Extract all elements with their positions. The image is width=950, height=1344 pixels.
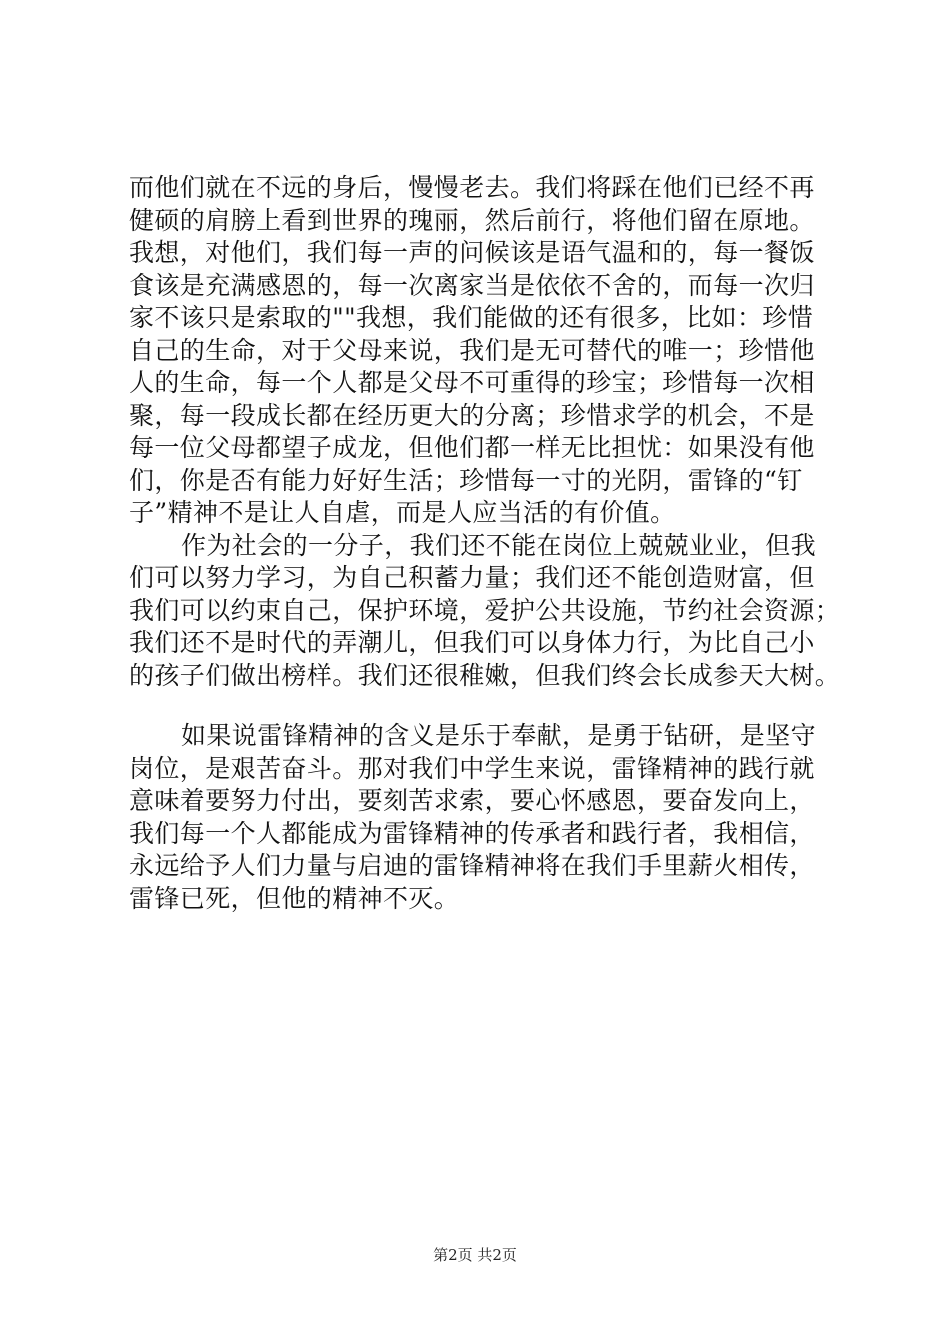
text-line: 健硕的肩膀上看到世界的瑰丽，然后前行，将他们留在原地。 bbox=[129, 205, 815, 235]
text-line: 食该是充满感恩的，每一次离家当是依依不舍的，而每一次归 bbox=[129, 270, 815, 300]
text-line: 我们还不是时代的弄潮儿，但我们可以身体力行，为比自己小 bbox=[129, 628, 815, 657]
text-line: 岗位，是艰苦奋斗。那对我们中学生来说，雷锋精神的践行就 bbox=[129, 753, 815, 783]
text-line: 们可以努力学习，为自己积蓄力量；我们还不能创造财富，但 bbox=[129, 563, 815, 592]
document-body bbox=[129, 172, 849, 915]
text-line: 我想，对他们，我们每一声的问候该是语气温和的，每一餐饭 bbox=[129, 238, 815, 267]
text-line: 我们每一个人都能成为雷锋精神的传承者和践行者，我相信， bbox=[129, 818, 815, 848]
text-line: 意味着要努力付出，要刻苦求索，要心怀感恩，要奋发向上， bbox=[129, 786, 815, 815]
text-line: 聚，每一段成长都在经历更大的分离；珍惜求学的机会，不是 bbox=[129, 400, 815, 430]
paragraph-spacer bbox=[129, 692, 849, 720]
text-line: 每一位父母都望子成龙，但他们都一样无比担忧：如果没有他 bbox=[129, 433, 815, 462]
text-line: 雷锋已死，但他的精神不灭。 bbox=[129, 883, 460, 913]
text-line: 家不该只是索取的""我想，我们能做的还有很多，比如：珍惜 bbox=[129, 303, 814, 332]
text-line: 的孩子们做出榜样。我们还很稚嫩，但我们终会长成参天大树。 bbox=[129, 660, 841, 690]
text-line: 们，你是否有能力好好生活；珍惜每一寸的光阴，雷锋的“钉 bbox=[129, 465, 803, 495]
text-line: 自己的生命，对于父母来说，我们是无可替代的唯一；珍惜他 bbox=[129, 335, 815, 365]
paragraph-3 bbox=[129, 720, 849, 915]
paragraph-1 bbox=[129, 172, 849, 530]
paragraph-2 bbox=[129, 530, 849, 693]
text-line: 永远给予人们力量与启迪的雷锋精神将在我们手里薪火相传， bbox=[129, 851, 815, 880]
page-number-footer: 第2页 共2页 bbox=[433, 1246, 517, 1264]
text-line: 子”精神不是让人自虐，而是人应当活的有价值。 bbox=[129, 498, 676, 527]
text-line: 作为社会的一分子，我们还不能在岗位上兢兢业业，但我 bbox=[181, 530, 817, 560]
text-line: 人的生命，每一个人都是父母不可重得的珍宝；珍惜每一次相 bbox=[129, 368, 815, 397]
text-line: 我们可以约束自己，保护环境，爱护公共设施，节约社会资源； bbox=[129, 595, 841, 625]
text-line: 如果说雷锋精神的含义是乐于奉献，是勇于钻研，是坚守 bbox=[181, 721, 817, 750]
text-line: 而他们就在不远的身后，慢慢老去。我们将踩在他们已经不再 bbox=[129, 173, 815, 202]
